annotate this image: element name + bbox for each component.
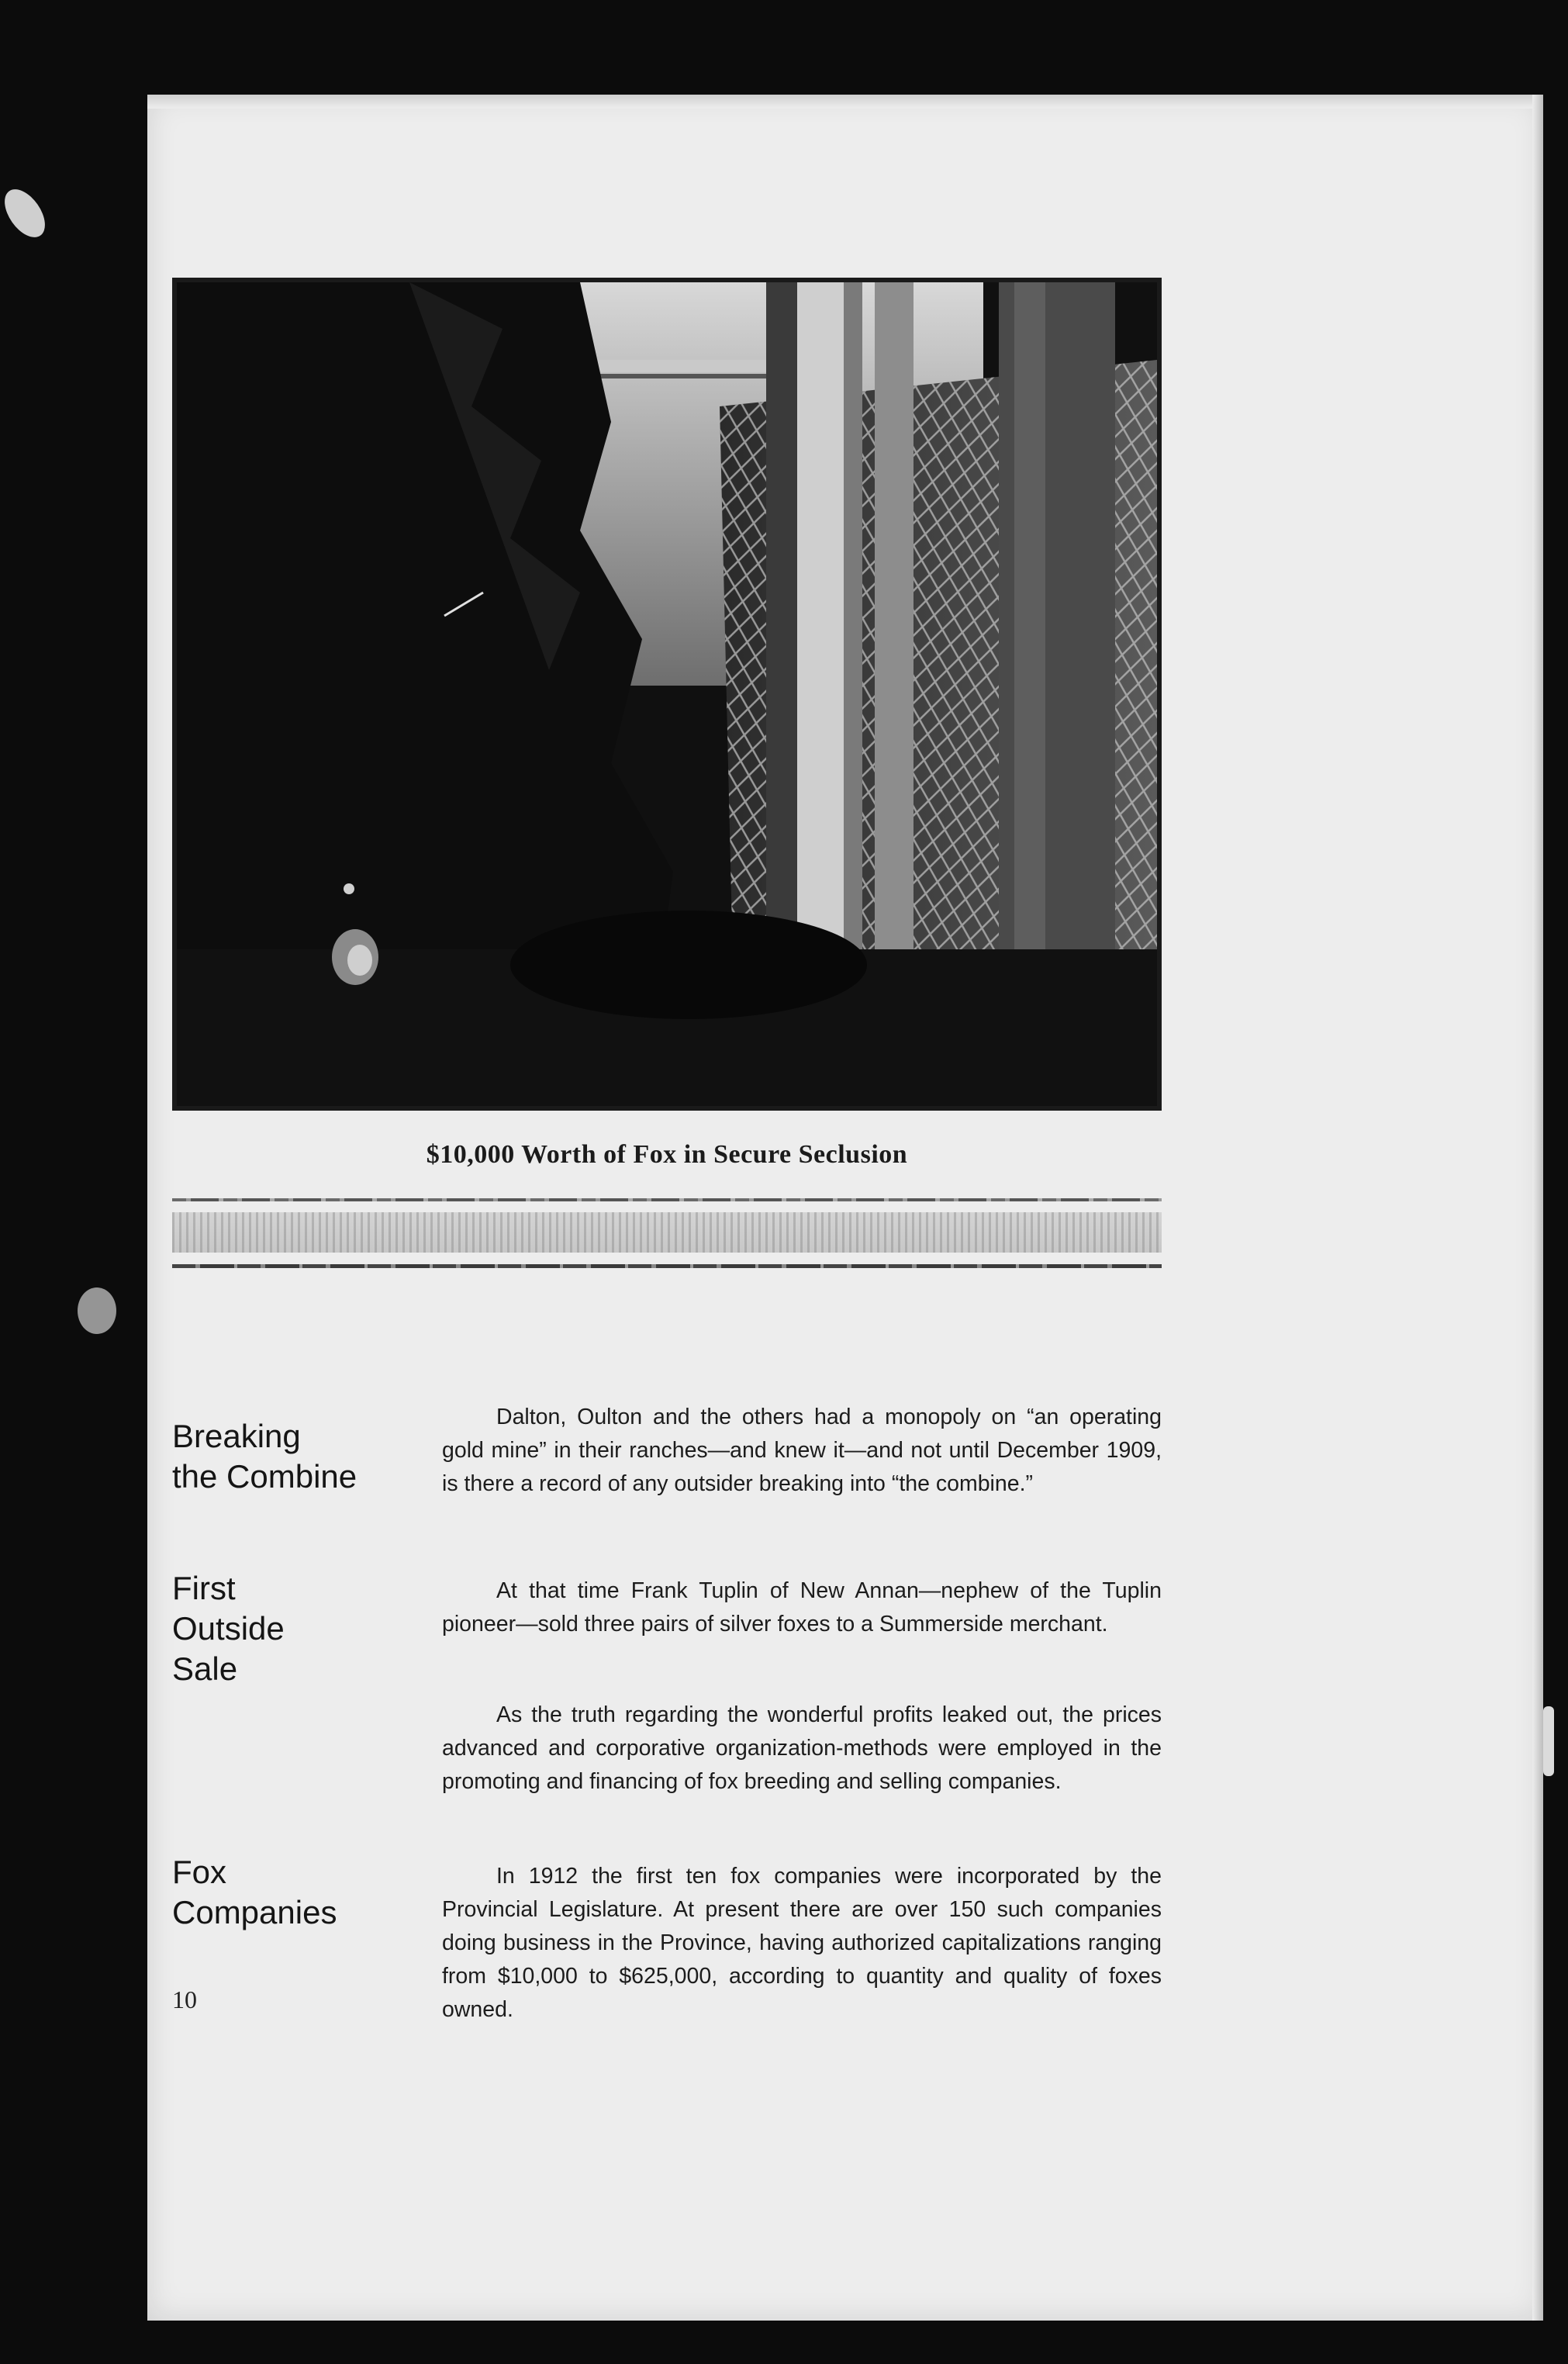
side-heading-first-outside-sale: First Outside Sale xyxy=(172,1570,285,1687)
page-number: 10 xyxy=(172,1986,197,2013)
divider-rule xyxy=(172,1264,1162,1268)
paragraph-first-sale: At that time Frank Tuplin of New Annan—nephew of the Tuplin pioneer—sold three pairs of silver foxes to a Summerside merchant. xyxy=(442,1578,1162,1636)
scan-speck xyxy=(1543,1706,1554,1776)
decorative-divider xyxy=(172,1198,1162,1268)
page-edge xyxy=(1532,95,1543,2321)
scan-speck xyxy=(0,182,53,244)
side-heading-breaking-the-combine: Breaking the Combine xyxy=(172,1418,357,1495)
divider-band xyxy=(172,1212,1162,1253)
fox-enclosure-photo xyxy=(172,278,1162,1111)
paragraph-combine: Dalton, Oulton and the others had a monopoly on “an operating gold mine” in their ranches—and knew it—and not until December 1909, is there a record of any outsider breaking into “the combine.” xyxy=(442,1405,1162,1496)
scan-speck xyxy=(78,1287,116,1334)
divider-rule xyxy=(172,1198,1162,1201)
paragraph-fox-companies: In 1912 the first ten fox companies were incorporated by the Provincial Legislature. At present there are over 150 such companies doing business in the Province, having authorized capitalizations ranging from $10,000 to $625,000, according to quantity and quality of foxes owned. xyxy=(442,1864,1162,2022)
photo-caption: $10,000 Worth of Fox in Secure Seclusion xyxy=(426,1140,908,1169)
page-edge xyxy=(147,95,1543,109)
side-heading-fox-companies: Fox Companies xyxy=(172,1854,337,1930)
photo-image xyxy=(177,282,1157,1106)
paragraph-prices-advanced: As the truth regarding the wonderful profits leaked out, the prices advanced and corporative organization-methods were employed in the promoting and financing of fox breeding and selling companies. xyxy=(442,1702,1162,1794)
